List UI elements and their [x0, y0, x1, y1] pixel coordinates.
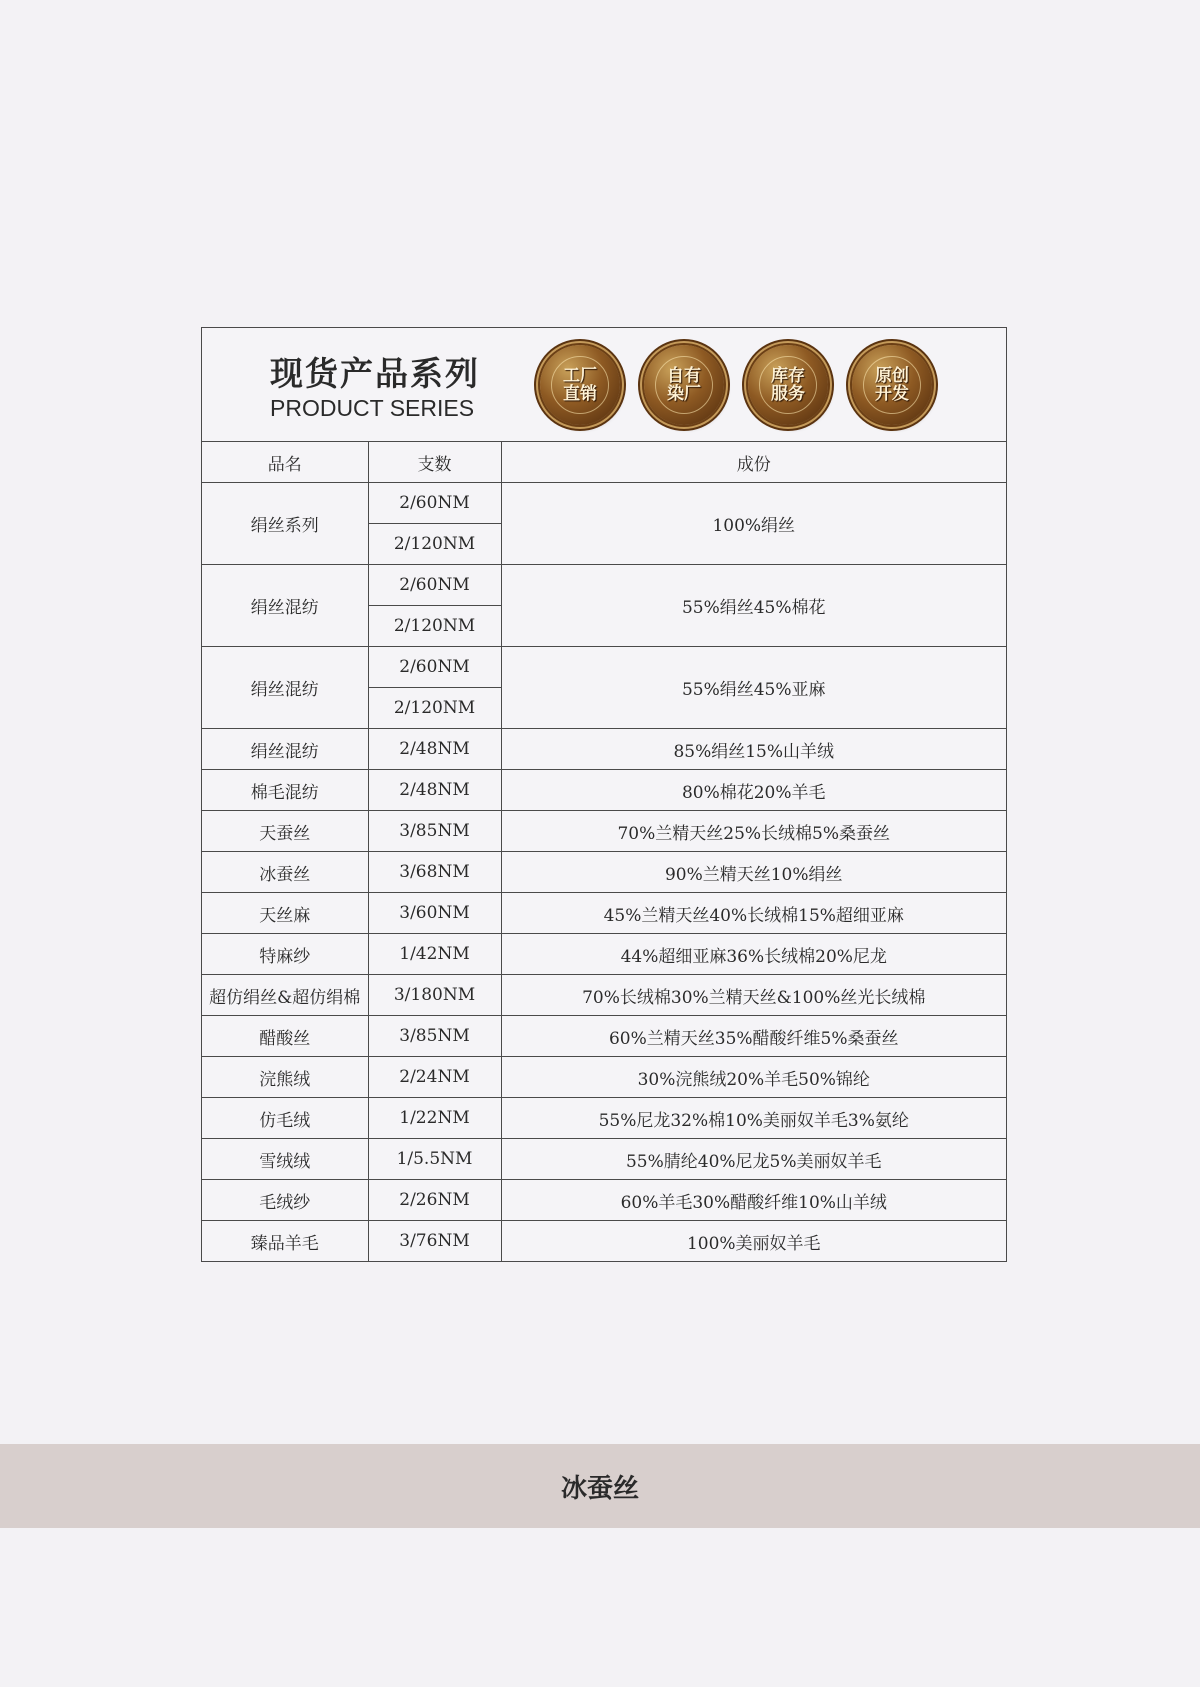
table-row — [202, 975, 1006, 1016]
yarn-count: 3/76NM — [368, 1221, 501, 1262]
product-name: 超仿绢丝&超仿绢棉 — [202, 975, 368, 1016]
table-row — [202, 1098, 1006, 1139]
product-name: 绢丝系列 — [202, 483, 368, 565]
table-row — [202, 1057, 1006, 1098]
composition: 80%棉花20%羊毛 — [501, 770, 1006, 811]
title-en: PRODUCT SERIES — [270, 395, 475, 421]
badge-text: 原创 开发 — [875, 366, 909, 404]
yarn-count: 3/180NM — [368, 975, 501, 1016]
footer-band — [0, 1444, 1200, 1528]
table-row — [202, 1016, 1006, 1057]
composition: 85%绢丝15%山羊绒 — [501, 729, 1006, 770]
composition: 30%浣熊绒20%羊毛50%锦纶 — [501, 1057, 1006, 1098]
badge-text: 库存 服务 — [771, 366, 805, 404]
table-row — [202, 1180, 1006, 1221]
product-name: 天丝麻 — [202, 893, 368, 934]
badge-factory-direct — [540, 345, 620, 425]
yarn-count: 2/60NM — [368, 483, 501, 524]
table-row — [202, 893, 1006, 934]
badge-own-dyehouse — [644, 345, 724, 425]
product-name: 绢丝混纺 — [202, 565, 368, 647]
table-header-row — [202, 442, 1006, 483]
product-name: 臻品羊毛 — [202, 1221, 368, 1262]
table-row — [202, 483, 1006, 524]
column-header-name: 品名 — [202, 442, 368, 483]
yarn-count: 2/60NM — [368, 565, 501, 606]
composition: 55%尼龙32%棉10%美丽奴羊毛3%氨纶 — [501, 1098, 1006, 1139]
composition: 70%长绒棉30%兰精天丝&100%丝光长绒棉 — [501, 975, 1006, 1016]
badge-stock-service — [748, 345, 828, 425]
product-name: 仿毛绒 — [202, 1098, 368, 1139]
composition: 55%绢丝45%棉花 — [501, 565, 1006, 647]
column-header-count: 支数 — [368, 442, 501, 483]
composition: 45%兰精天丝40%长绒棉15%超细亚麻 — [501, 893, 1006, 934]
yarn-count: 2/120NM — [368, 524, 501, 565]
product-name: 特麻纱 — [202, 934, 368, 975]
composition: 70%兰精天丝25%长绒棉5%桑蚕丝 — [501, 811, 1006, 852]
product-name: 天蚕丝 — [202, 811, 368, 852]
yarn-count: 2/48NM — [368, 729, 501, 770]
table-row — [202, 770, 1006, 811]
product-name: 醋酸丝 — [202, 1016, 368, 1057]
composition: 60%羊毛30%醋酸纤维10%山羊绒 — [501, 1180, 1006, 1221]
product-name: 雪绒绒 — [202, 1139, 368, 1180]
product-series-panel — [201, 327, 1007, 1262]
table-row — [202, 811, 1006, 852]
table-row — [202, 647, 1006, 688]
yarn-count: 1/42NM — [368, 934, 501, 975]
table-row — [202, 1139, 1006, 1180]
table-row — [202, 729, 1006, 770]
composition: 55%腈纶40%尼龙5%美丽奴羊毛 — [501, 1139, 1006, 1180]
table-row — [202, 934, 1006, 975]
yarn-count: 2/26NM — [368, 1180, 501, 1221]
column-header-composition: 成份 — [501, 442, 1006, 483]
yarn-count: 1/5.5NM — [368, 1139, 501, 1180]
table-row — [202, 565, 1006, 606]
table-row — [202, 1221, 1006, 1262]
yarn-count: 2/48NM — [368, 770, 501, 811]
product-name: 毛绒纱 — [202, 1180, 368, 1221]
product-name: 棉毛混纺 — [202, 770, 368, 811]
composition: 100%美丽奴羊毛 — [501, 1221, 1006, 1262]
yarn-count: 2/60NM — [368, 647, 501, 688]
yarn-count: 3/60NM — [368, 893, 501, 934]
panel-header — [202, 328, 1006, 442]
composition: 60%兰精天丝35%醋酸纤维5%桑蚕丝 — [501, 1016, 1006, 1057]
table-row — [202, 852, 1006, 893]
yarn-count: 3/85NM — [368, 1016, 501, 1057]
yarn-count: 2/120NM — [368, 688, 501, 729]
product-name: 冰蚕丝 — [202, 852, 368, 893]
badge-original-design — [852, 345, 932, 425]
title-cn: 现货产品系列 — [270, 354, 480, 393]
yarn-count: 3/85NM — [368, 811, 501, 852]
composition: 55%绢丝45%亚麻 — [501, 647, 1006, 729]
yarn-count: 2/24NM — [368, 1057, 501, 1098]
badge-text: 自有 染厂 — [667, 366, 701, 404]
footer-label: 冰蚕丝 — [560, 1473, 639, 1504]
yarn-count: 2/120NM — [368, 606, 501, 647]
composition: 44%超细亚麻36%长绒棉20%尼龙 — [501, 934, 1006, 975]
yarn-count: 3/68NM — [368, 852, 501, 893]
product-name: 绢丝混纺 — [202, 729, 368, 770]
product-name: 绢丝混纺 — [202, 647, 368, 729]
product-table — [202, 442, 1006, 1261]
product-name: 浣熊绒 — [202, 1057, 368, 1098]
composition: 100%绢丝 — [501, 483, 1006, 565]
yarn-count: 1/22NM — [368, 1098, 501, 1139]
badge-text: 工厂 直销 — [563, 366, 597, 404]
composition: 90%兰精天丝10%绢丝 — [501, 852, 1006, 893]
